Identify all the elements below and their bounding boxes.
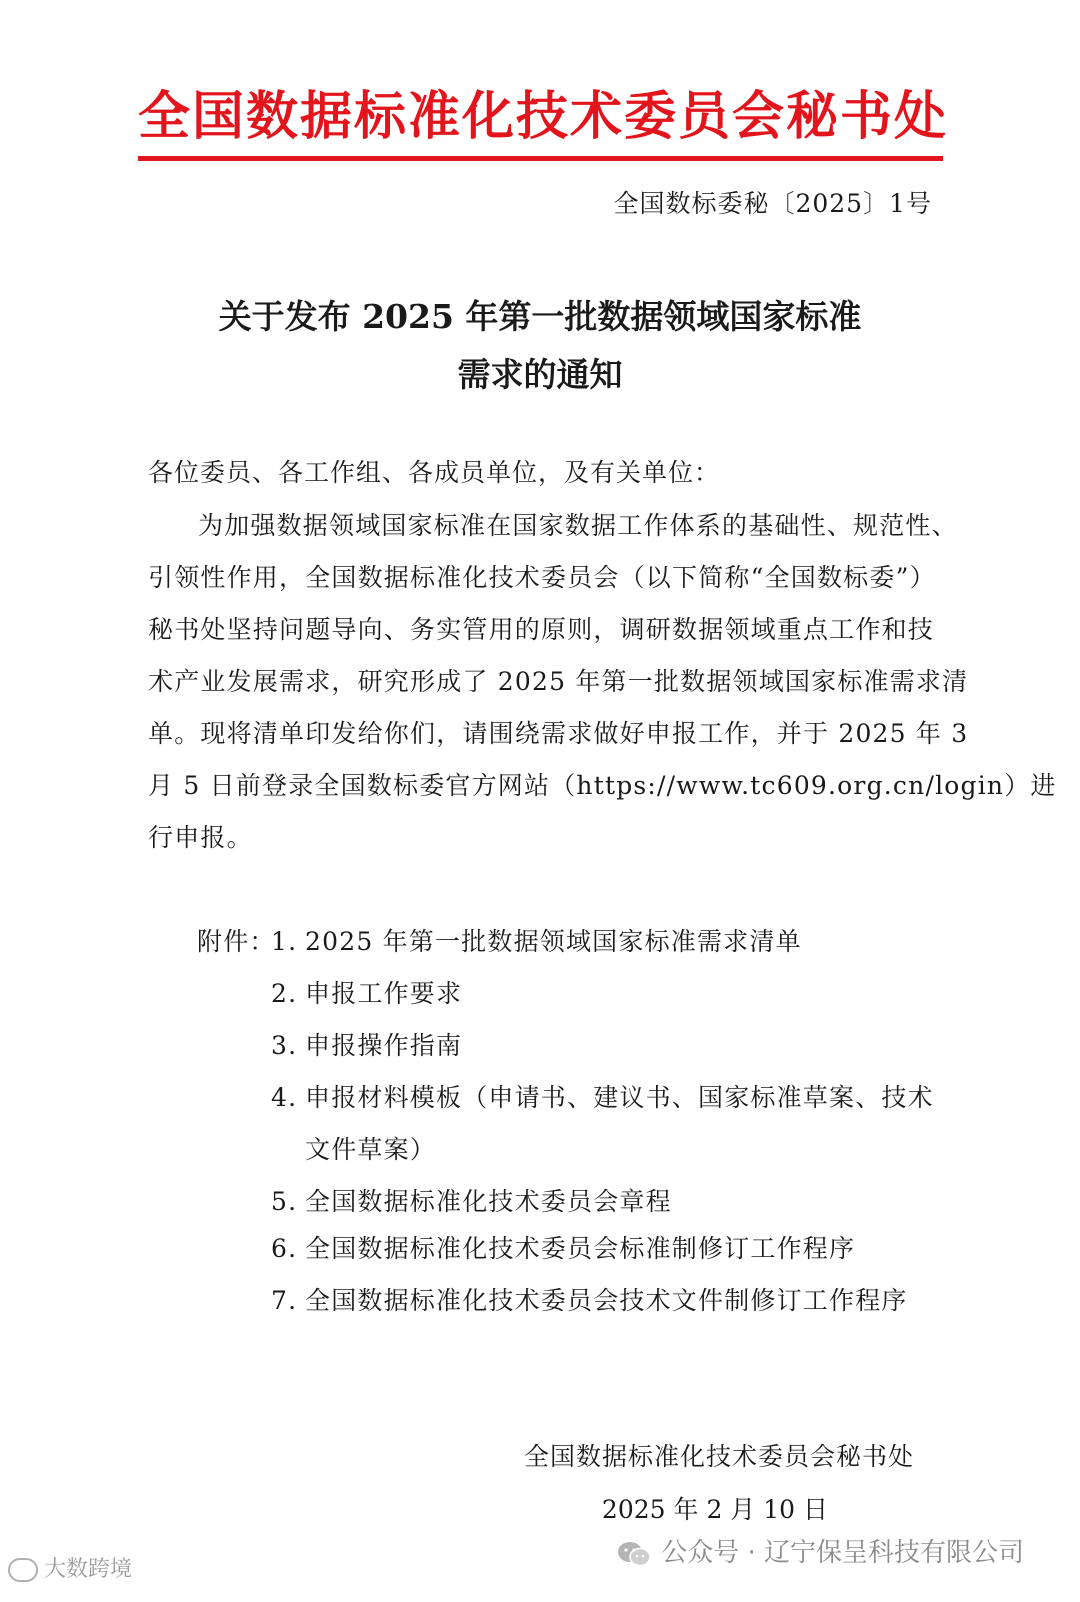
- body-line: 单。现将清单印发给你们，请围绕需求做好申报工作，并于 2025 年 3: [148, 719, 969, 748]
- attachment-text: 申报材料模板（申请书、建议书、国家标准草案、技术: [305, 1083, 934, 1112]
- attachments-label: 附件：: [197, 927, 276, 956]
- attachment-item: [197, 922, 937, 974]
- attachments-list: [197, 922, 937, 1333]
- salutation: 各位委员、各工作组、各成员单位，及有关单位：: [148, 458, 721, 487]
- attachment-text: 全国数据标准化技术委员会标准制修订工作程序: [305, 1234, 856, 1263]
- attachment-item: [197, 1229, 937, 1281]
- attachment-text: 申报工作要求: [305, 979, 463, 1008]
- letterhead-title: 全国数据标准化技术委员会秘书处: [138, 87, 949, 147]
- body-line: 术产业发展需求，研究形成了 2025 年第一批数据领域国家标准需求清: [148, 667, 969, 696]
- notice-title-line-2: 需求的通知: [457, 355, 623, 394]
- attachment-item: [197, 1281, 937, 1333]
- notice-title-line-1: 关于发布 2025 年第一批数据领域国家标准: [218, 297, 862, 336]
- attachment-text: 申报操作指南: [305, 1031, 463, 1060]
- body-line: 秘书处坚持问题导向、务实管用的原则，调研数据领域重点工作和技: [148, 615, 935, 644]
- watermark-right: [617, 1533, 1024, 1573]
- body-line: 为加强数据领域国家标准在国家数据工作体系的基础性、规范性、: [198, 511, 958, 540]
- notice-title: [0, 288, 1080, 404]
- attachment-item: [197, 1182, 937, 1229]
- attachment-text: 全国数据标准化技术委员会技术文件制修订工作程序: [305, 1286, 908, 1315]
- body-paragraph: [148, 506, 1057, 870]
- attachment-item-continuation: [197, 1130, 937, 1182]
- body-line-with-link: 月 5 日前登录全国数标委官方网站（https://www.tc609.org.cn/login）进: [148, 771, 1057, 800]
- attachment-item: [197, 974, 937, 1026]
- watermark-left-text: 大数跨境: [44, 1557, 133, 1582]
- document-number: 全国数标委秘〔2025〕1号: [613, 189, 932, 218]
- attachment-number: 7.: [271, 1286, 298, 1315]
- watermark-right-text: 公众号 · 辽宁保呈科技有限公司: [661, 1538, 1024, 1568]
- attachment-item: [197, 1078, 937, 1130]
- attachment-number: 2.: [271, 979, 298, 1008]
- body-line: 行申报。: [148, 823, 253, 852]
- attachment-text: 全国数据标准化技术委员会章程: [305, 1187, 672, 1216]
- issue-date: 2025 年 2 月 10 日: [601, 1495, 828, 1524]
- attachment-item: [197, 1026, 937, 1078]
- watermark-left: [8, 1553, 132, 1587]
- body-line: 引领性作用，全国数据标准化技术委员会（以下简称“全国数标委”）: [148, 563, 936, 592]
- attachment-number: 4.: [271, 1083, 298, 1112]
- wechat-icon: [617, 1540, 651, 1568]
- attachment-number: 1.: [271, 927, 298, 956]
- signature-organization: 全国数据标准化技术委员会秘书处: [523, 1442, 914, 1471]
- attachment-number: 3.: [271, 1031, 298, 1060]
- watermark-logo-icon: [8, 1558, 38, 1582]
- attachment-text: 2025 年第一批数据领域国家标准需求清单: [305, 927, 802, 956]
- letterhead-red-rule: [138, 156, 943, 161]
- attachment-text-continuation: 文件草案）: [305, 1135, 437, 1164]
- attachment-number: 5.: [271, 1187, 298, 1216]
- attachment-number: 6.: [271, 1234, 298, 1263]
